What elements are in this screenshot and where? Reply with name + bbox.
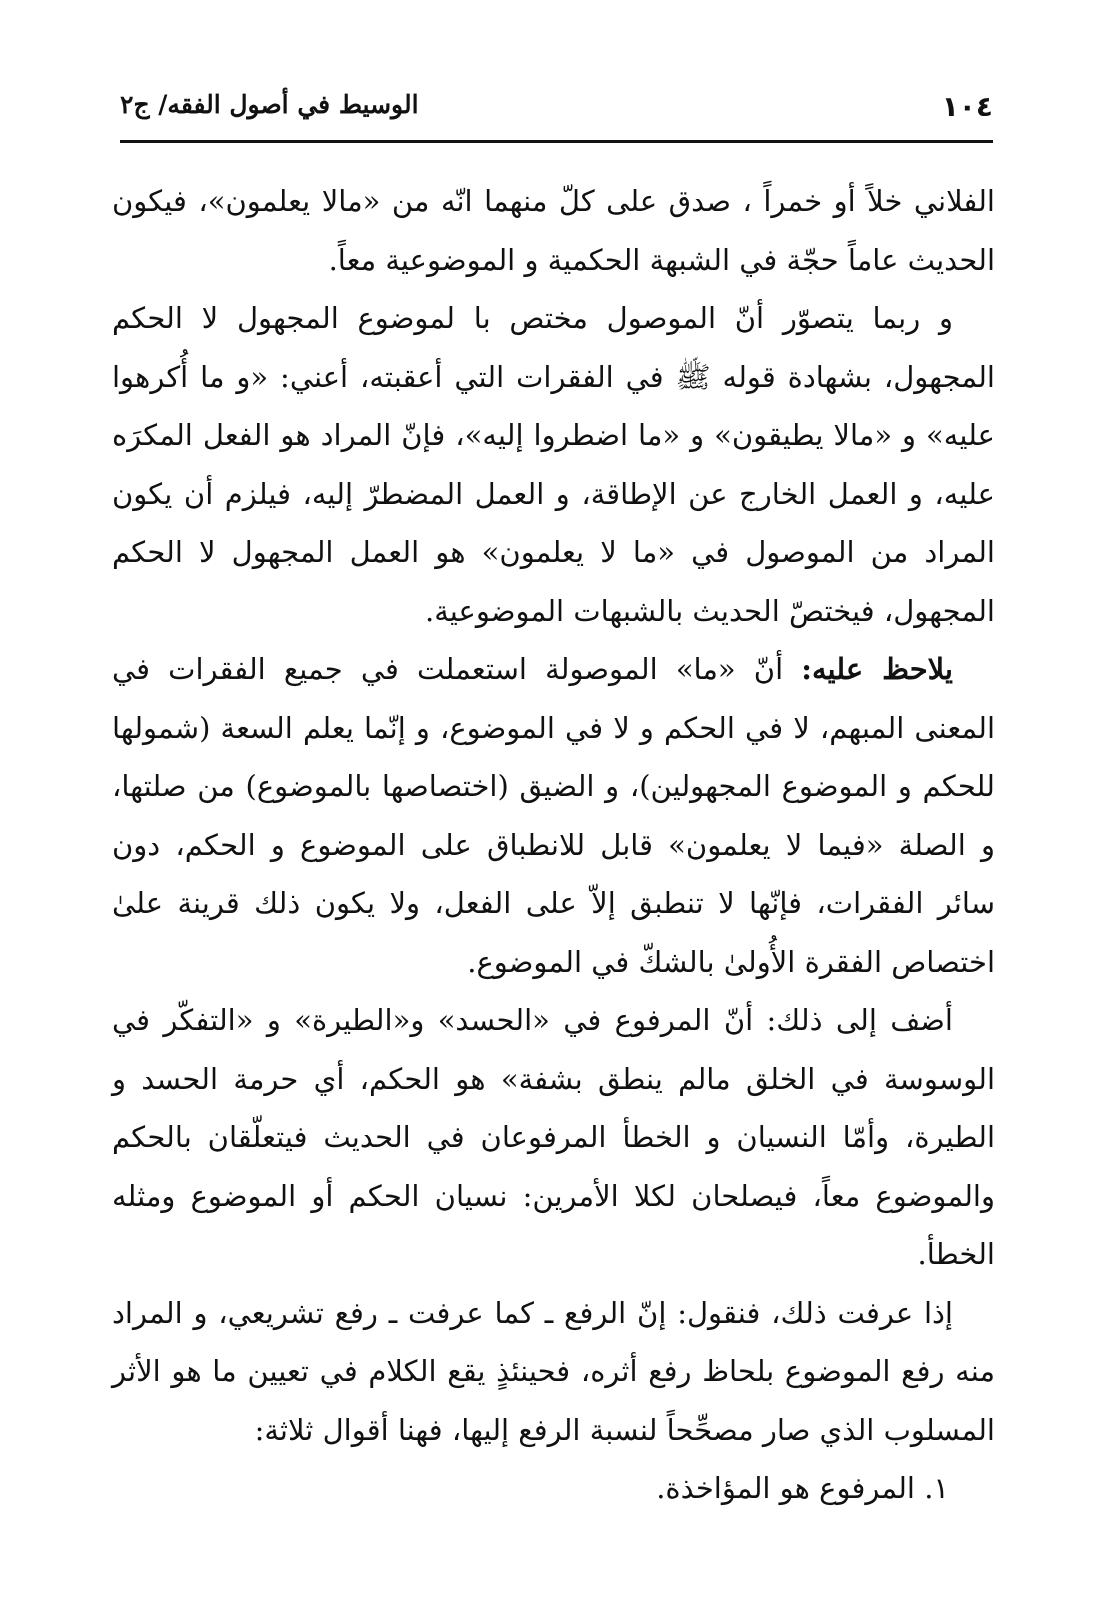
paragraph-4: أضف إلى ذلك: أنّ المرفوع في «الحسد» و«الطيرة» و «التفكّر في الوسوسة في الخلق مالم ينطق بشفة» هو الحكم، أي حرمة الحسد و الطيرة، وأمّا النسيان و الخطأ المرفوعان في الحديث فيتعلّقان بالحكم والموضوع معاً، فيصلحان لكلا الأمرين: نسيان الحكم أو الموضوع ومثله الخطأ.	[112, 1003, 995, 1271]
paragraph-2: و ربما يتصوّر أنّ الموصول مختص با لموضوع المجهول لا الحكم المجهول، بشهادة قوله ﷺ في الفقرات التي أعقبته، أعني: «و ما أُكرهوا عليه» و «مالا يطيقون» و «ما اضطروا إليه»، فإنّ المراد هو الفعل المكرَه عليه، و العمل الخارج عن الإطاقة، و العمل المضطرّ إليه، فيلزم أن يكون المراد من الموصول في «ما لا يعلمون» هو العمل المجهول لا الحكم المجهول، فيختصّ الحديث بالشبهات الموضوعية.	[112, 301, 995, 628]
list-item-1: ١. المرفوع هو المؤاخذة.	[656, 1471, 949, 1505]
running-title: الوسيط في أصول الفقه/ ج٢	[120, 90, 419, 119]
paragraph-5: إذا عرفت ذلك، فنقول: إنّ الرفع ـ كما عرفت ـ رفع تشريعي، و المراد منه رفع الموضوع بلحاظ رفع أثره، فحينئذٍ يقع الكلام في تعيين ما هو الأثر المسلوب الذي صار مصحِّحاً لنسبة الرفع إليها، فهنا أقوال ثلاثة:	[112, 1295, 995, 1447]
page-body	[112, 172, 995, 1518]
header-divider	[120, 140, 993, 143]
paragraph-3	[112, 640, 995, 991]
page-header	[120, 84, 993, 130]
paragraph-3-lead: يلاحظ عليه:	[801, 652, 953, 686]
page-number: ١٠٤	[941, 90, 993, 123]
paragraph-3-text: أنّ «ما» الموصولة استعملت في جميع الفقرات في المعنى المبهم، لا في الحكم و لا في الموضوع، و إنّما يعلم السعة (شمولها للحكم و الموضوع المجهولين)، و الضيق (اختصاصها بالموضوع) من صلتها، و الصلة «فيما لا يعلمون» قابل للانطباق على الموضوع و الحكم، دون سائر الفقرات، فإنّها لا تنطبق إلاّ على الفعل، ولا يكون ذلك قرينة علىٰ اختصاص الفقرة الأُولىٰ بالشكّ في الموضوع.	[112, 652, 995, 979]
paragraph-1: الفلاني خلاً أو خمراً ، صدق على كلّ منهما انّه من «مالا يعلمون»، فيكون الحديث عاماً حجّة في الشبهة الحكمية و الموضوعية معاً.	[112, 184, 995, 277]
